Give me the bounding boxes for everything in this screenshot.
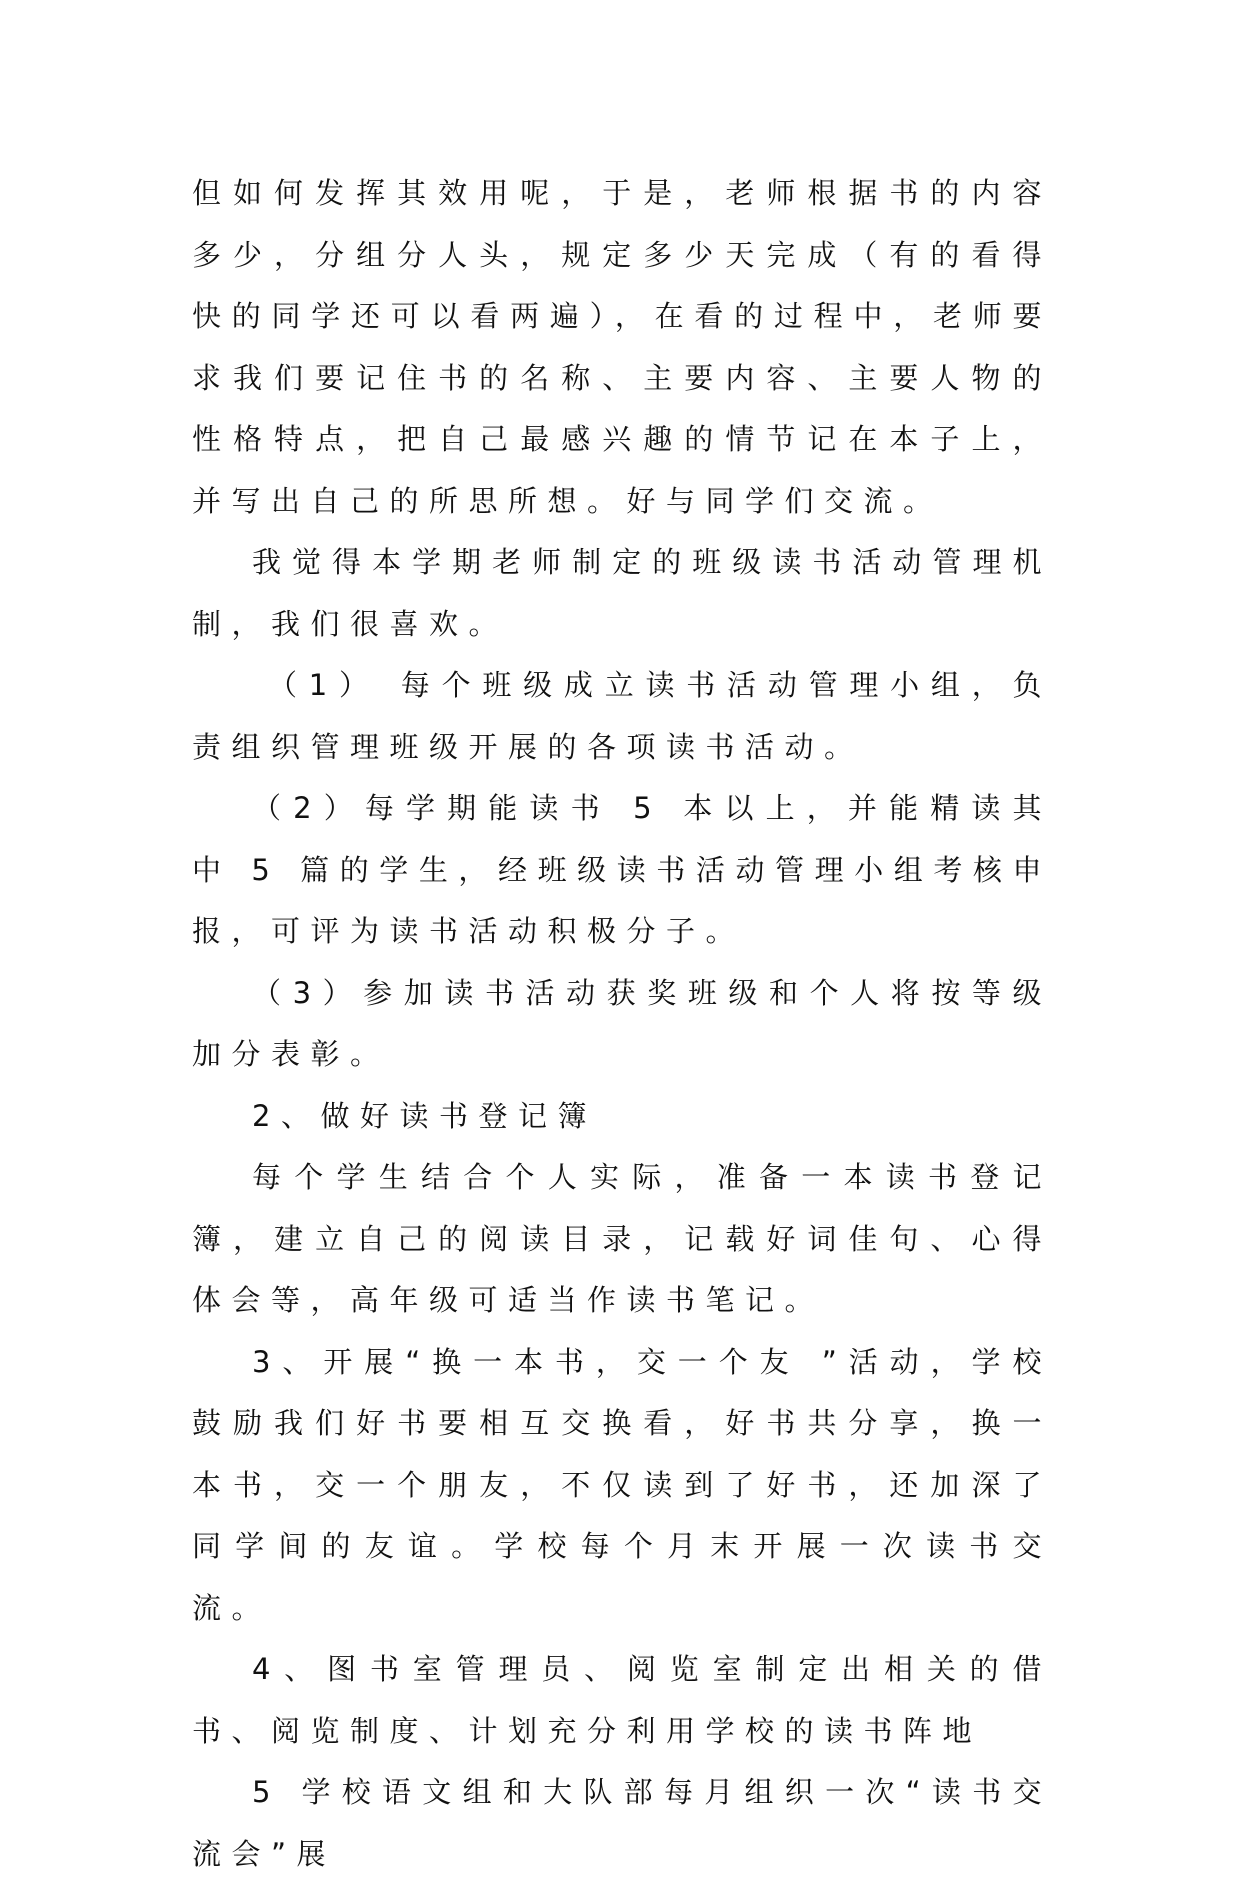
paragraph-reading-meeting: 5 学校语文组和大队部每月组织一次“读书交流会”展 <box>192 1775 1052 1871</box>
paragraph-opinion: 我觉得本学期老师制定的班级读书活动管理机制，我们很喜欢。 <box>192 545 1052 641</box>
document-body <box>192 163 1052 1885</box>
paragraph-rule-3: （3）参加读书活动获奖班级和个人将按等级加分表彰。 <box>192 975 1052 1071</box>
paragraph-registration: 每个学生结合个人实际，准备一本读书登记簿，建立自己的阅读目录，记载好词佳句、心得体会等，高年级可适当作读书笔记。 <box>192 1160 1052 1317</box>
paragraph-rule-2: （2）每学期能读书 5 本以上，并能精读其中 5 篇的学生，经班级读书活动管理小组考核申报，可评为读书活动积极分子。 <box>192 791 1052 948</box>
paragraph-rule-1: （1） 每个班级成立读书活动管理小组，负责组织管理班级开展的各项读书活动。 <box>192 668 1052 764</box>
paragraph-exchange-activity: 3、开展“换一本书，交一个友 ”活动，学校鼓励我们好书要相互交换看，好书共分享，换一本书，交一个朋友，不仅读到了好书，还加深了同学间的友谊。学校每个月末开展一次读书交流。 <box>192 1344 1052 1625</box>
section-heading-2: 2、做好读书登记簿 <box>252 1098 597 1133</box>
paragraph-continuation: 但如何发挥其效用呢，于是，老师根据书的内容多少，分组分人头，规定多少天完成（有的看得快的同学还可以看两遍），在看的过程中，老师要求我们要记住书的名称、主要内容、主要人物的性格特点，把自己最感兴趣的情节记在本子上，并写出自己的所思所想。好与同学们交流。 <box>192 176 1052 518</box>
paragraph-library: 4、图书室管理员、阅览室制定出相关的借书、阅览制度、计划充分利用学校的读书阵地 <box>192 1652 1052 1748</box>
